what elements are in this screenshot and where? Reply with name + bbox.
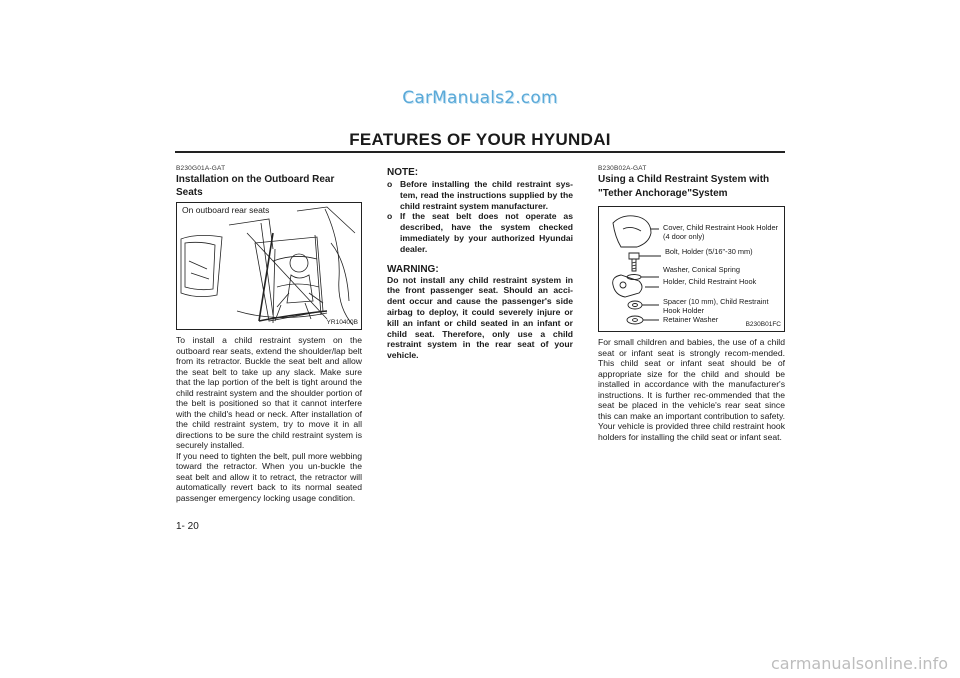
warning-text: Do not install any child restraint system in the front passenger seat. Should an acci-dent occur and cause the passenger's side airbag to deploy, it could severely injure or kill an infant or child seated in an infant or child seat. Therefore, only use a child restraint system in the rear seat of your vehicle. — [387, 274, 573, 361]
note-item — [387, 179, 573, 211]
section-title: Installation on the Outboard Rear Seats — [176, 174, 335, 198]
right-column — [598, 165, 785, 442]
figure-caption: On outboard rear seats — [182, 205, 270, 215]
part-label-washer: Washer, Conical Spring — [663, 265, 740, 274]
paragraph: For small children and babies, the use of a child seat or infant seat is strongly recom-mended. This child seat or infant seat should be of appropriate size for the child and should be installed in accordance with the manufacturer's instructions. It is further rec-ommended that the seat be placed in the vehicle's rear seat since this can make an important contribution to safety. Your vehicle is provided three child restraint hook holders for installing the child seat or infant seat. — [598, 337, 785, 442]
cover-part — [613, 216, 651, 247]
figure-code: B230B01FC — [745, 321, 781, 328]
header-rule — [175, 151, 785, 153]
bullet: o — [387, 211, 393, 222]
warning-title: WARNING: — [387, 263, 439, 275]
figure-code: YR10400B — [326, 319, 358, 326]
section-code: B230B02A-GAT — [598, 165, 647, 172]
body-text — [598, 337, 785, 442]
section-title: Using a Child Restraint System with "Tether Anchorage"System — [598, 174, 770, 199]
note-list — [387, 179, 573, 255]
outboard-seat-figure — [176, 202, 362, 330]
part-label-spacer: Spacer (10 mm), Child Restraint Hook Holder — [663, 297, 769, 315]
note-item — [387, 211, 573, 254]
paragraph: To install a child restraint system on the outboard rear seats, extend the shoulder/lap belt from its retractor. Buckle the seat belt and allow the seat belt to take up any slack. Make sure that the lap portion of the belt is tight around the child restraint system and the shoulder portion of the belt is positioned so that it cannot interfere with the child's head or neck. After installation of the child restraint system, try to move it in all directions to be sure the child restraint system is securely installed. — [176, 335, 362, 450]
middle-column — [387, 165, 573, 361]
spacer-part — [628, 301, 642, 309]
washer-part — [627, 275, 641, 280]
site-watermark-bottom: carmanualsonline.info — [770, 654, 948, 673]
left-column — [176, 165, 362, 503]
paragraph: If you need to tighten the belt, pull more webbing toward the retractor. When you un-buckle the seat belt and allow it to retract, the retractor will automatically revert back to its normal seated passenger emergency locking usage condition. — [176, 450, 362, 503]
part-label-holder: Holder, Child Restraint Hook — [663, 277, 757, 286]
section-code: B230G01A-GAT — [176, 165, 226, 172]
part-label-cover: Cover, Child Restraint Hook Holder (4 door only) — [663, 223, 779, 241]
site-watermark-top: CarManuals2.com — [402, 88, 558, 108]
tether-parts-figure — [598, 206, 785, 332]
part-label-retainer: Retainer Washer — [663, 315, 719, 324]
part-label-bolt: Bolt, Holder (5/16"-30 mm) — [665, 247, 753, 256]
note-title: NOTE: — [387, 167, 419, 178]
body-text — [176, 335, 362, 503]
page-number: 1- 20 — [176, 521, 199, 532]
note-item-text: If the seat belt does not operate as described, have the system checked immediately by your authorized Hyundai dealer. — [400, 211, 573, 254]
retainer-part — [627, 316, 643, 324]
page-header-title: FEATURES OF YOUR HYUNDAI — [349, 130, 611, 149]
car-seat-illustration — [177, 203, 361, 329]
bullet: o — [387, 179, 393, 189]
note-item-text: Before installing the child restraint sys-tem, read the instructions supplied by the child restraint system manufacturer. — [400, 179, 573, 211]
